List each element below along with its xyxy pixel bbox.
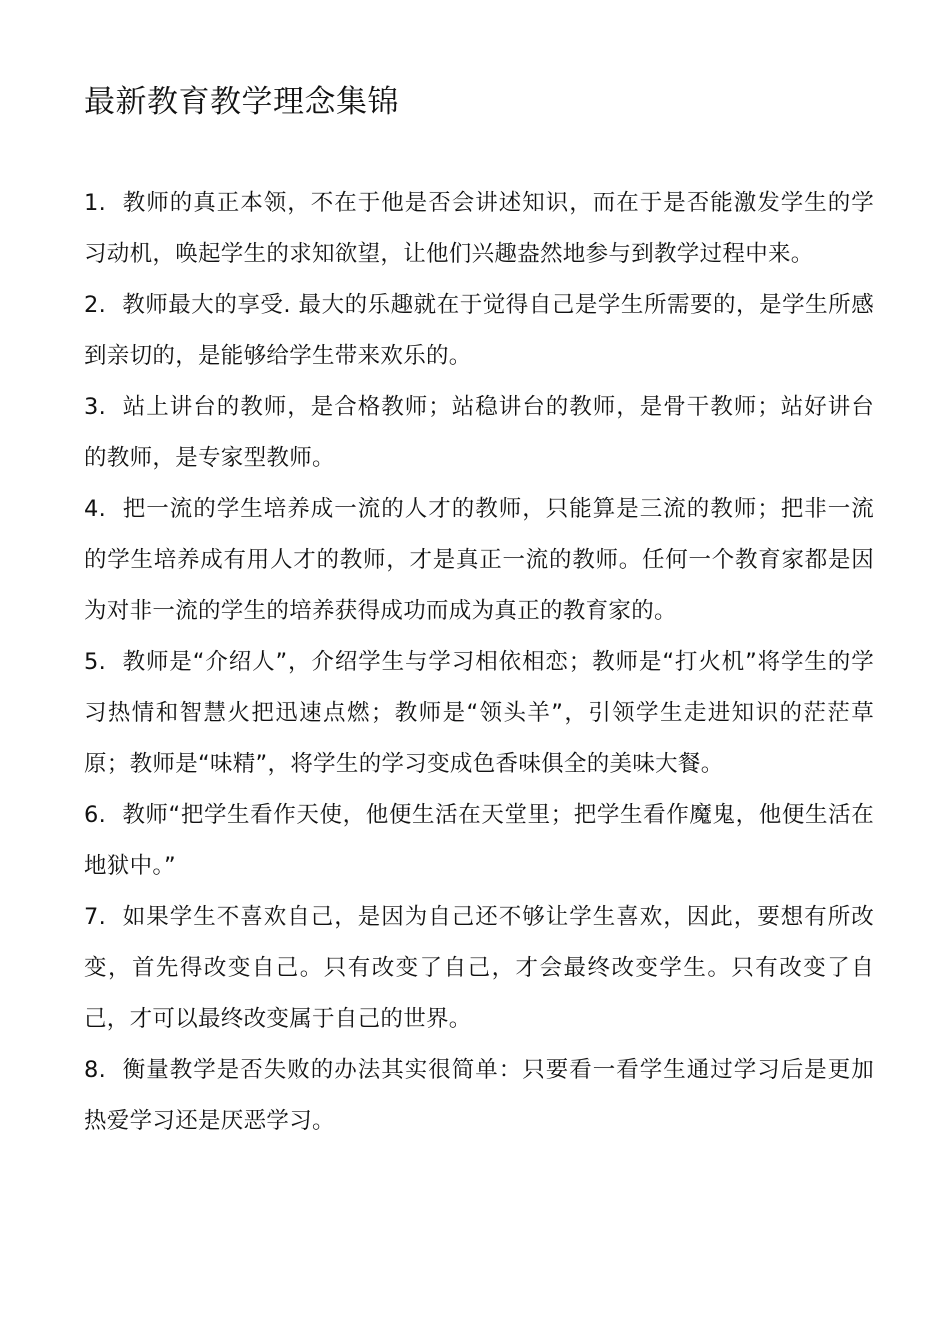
item-text: 教师最大的享受. 最大的乐趣就在于觉得自己是学生所需要的，是学生所感到亲切的，是能够给学生带来欢乐的。 [84,292,874,369]
list-item [84,484,874,637]
item-number: 6. [84,802,107,828]
item-text: 教师的真正本领，不在于他是否会讲述知识，而在于是否能激发学生的学习动机，唤起学生的求知欲望，让他们兴趣盎然地参与到教学过程中来。 [84,190,874,267]
list-item [84,1045,874,1147]
item-number: 3. [84,394,107,420]
item-text: 教师“把学生看作天使，他便生活在天堂里；把学生看作魔鬼，他便生活在地狱中。” [84,802,874,879]
item-text: 如果学生不喜欢自己，是因为自己还不够让学生喜欢，因此，要想有所改变，首先得改变自己。只有改变了自己，才会最终改变学生。只有改变了自己，才可以最终改变属于自己的世界。 [84,904,874,1032]
list-item [84,637,874,790]
item-text: 把一流的学生培养成一流的人才的教师，只能算是三流的教师；把非一流的学生培养成有用人才的教师，才是真正一流的教师。任何一个教育家都是因为对非一流的学生的培养获得成功而成为真正的教育家的。 [84,496,874,624]
item-number: 1. [84,190,107,216]
item-text: 衡量教学是否失败的办法其实很简单：只要看一看学生通过学习后是更加热爱学习还是厌恶学习。 [84,1057,874,1134]
document-title: 最新教育教学理念集锦 [84,84,399,120]
item-text: 教师是“介绍人”，介绍学生与学习相依相恋；教师是“打火机”将学生的学习热情和智慧火把迅速点燃；教师是“领头羊”，引领学生走进知识的茫茫草原；教师是“味精”，将学生的学习变成色香味俱全的美味大餐。 [84,649,874,777]
list-item [84,790,874,892]
item-number: 2. [84,292,107,318]
list-item [84,280,874,382]
quote-list [84,178,874,1147]
item-number: 4. [84,496,107,522]
item-number: 8. [84,1057,107,1083]
list-item [84,892,874,1045]
document-page [84,78,874,1147]
list-item [84,382,874,484]
item-text: 站上讲台的教师，是合格教师；站稳讲台的教师，是骨干教师；站好讲台的教师，是专家型教师。 [84,394,874,471]
list-item [84,178,874,280]
item-number: 7. [84,904,107,930]
item-number: 5. [84,649,107,675]
